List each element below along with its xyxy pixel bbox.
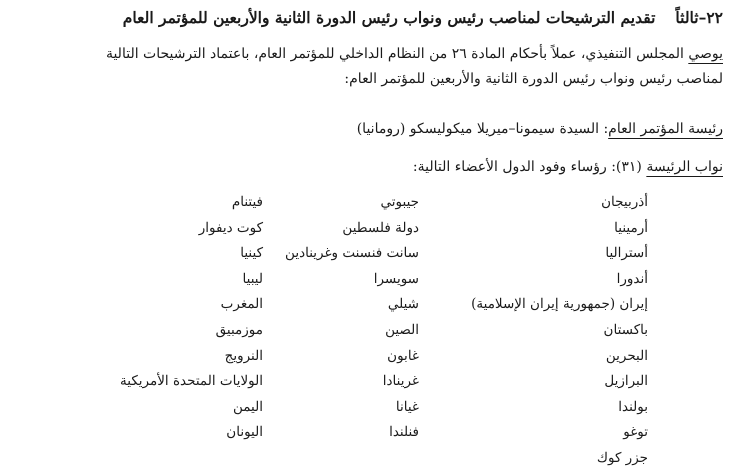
recommendation-line-2: لمناصب رئيس ونواب رئيس الدورة الثانية والأربعين للمؤتمر العام: [344, 71, 723, 87]
vice-presidents-text: (٣١): رؤساء وفود الدول الأعضاء التالية: [412, 159, 647, 175]
recommendation-label: يوصي [688, 46, 723, 62]
list-item: الصين [385, 321, 419, 338]
list-item: كوت ديفوار [198, 219, 263, 236]
list-item: موزمبيق [215, 321, 263, 338]
section-title: تقديم الترشيحات لمناصب رئيس ونواب رئيس الدورة الثانية والأربعين للمؤتمر العام [122, 8, 656, 27]
list-item: توغو [623, 424, 648, 441]
list-item: غرينادا [382, 373, 419, 390]
list-item: أستراليا [605, 245, 648, 262]
list-item: اليمن [232, 398, 263, 415]
list-item: الولايات المتحدة الأمريكية [120, 373, 263, 390]
list-item: بولندا [618, 398, 648, 415]
list-item: جيبوتي [380, 194, 419, 210]
recommendation-line-1 [20, 42, 723, 67]
president-label: رئيسة المؤتمر العام [608, 121, 723, 137]
list-item: البرازيل [604, 373, 648, 390]
recommendation-paragraph [20, 42, 723, 92]
list-item: سويسرا [373, 270, 419, 287]
country-column-3 [120, 190, 263, 446]
vice-presidents-line [20, 155, 723, 179]
list-item: كينيا [240, 245, 263, 262]
list-item: أذربيجان [601, 194, 648, 210]
list-item: سانت فنسنت وغرينادين [285, 245, 419, 262]
list-item: غيانا [395, 398, 419, 415]
list-item: ليبيا [242, 270, 263, 287]
list-item: اليونان [226, 424, 263, 441]
list-item: أندورا [616, 270, 648, 287]
recommendation-text: المجلس التنفيذي، عملاً بأحكام المادة ٢٦ من النظام الداخلي للمؤتمر العام، باعتماد الترشيحات التالية [105, 46, 689, 62]
list-item: غابون [387, 347, 419, 364]
president-line [20, 117, 723, 141]
list-item: دولة فلسطين [342, 219, 419, 236]
list-item: النرويج [224, 347, 263, 364]
country-column-2 [285, 190, 419, 446]
list-item: إيران (جمهورية إيران الإسلامية) [471, 296, 648, 313]
list-item: البحرين [605, 347, 648, 364]
vice-presidents-label: نواب الرئيسة [646, 159, 723, 175]
section-heading [20, 6, 723, 30]
list-item: المغرب [220, 296, 263, 313]
president-name: : السيدة سيمونا–ميريلا ميكوليسكو (رومانيا) [356, 121, 609, 137]
country-column-1 [471, 190, 648, 472]
section-number: ٢٢–ثالثاً [675, 8, 723, 27]
list-item: باكستان [603, 321, 648, 338]
list-item: أرمينيا [614, 219, 648, 236]
list-item: فيتنام [231, 194, 263, 210]
list-item: جزر كوك [596, 449, 648, 466]
list-item: فنلندا [389, 424, 419, 441]
list-item: شيلي [387, 296, 419, 313]
